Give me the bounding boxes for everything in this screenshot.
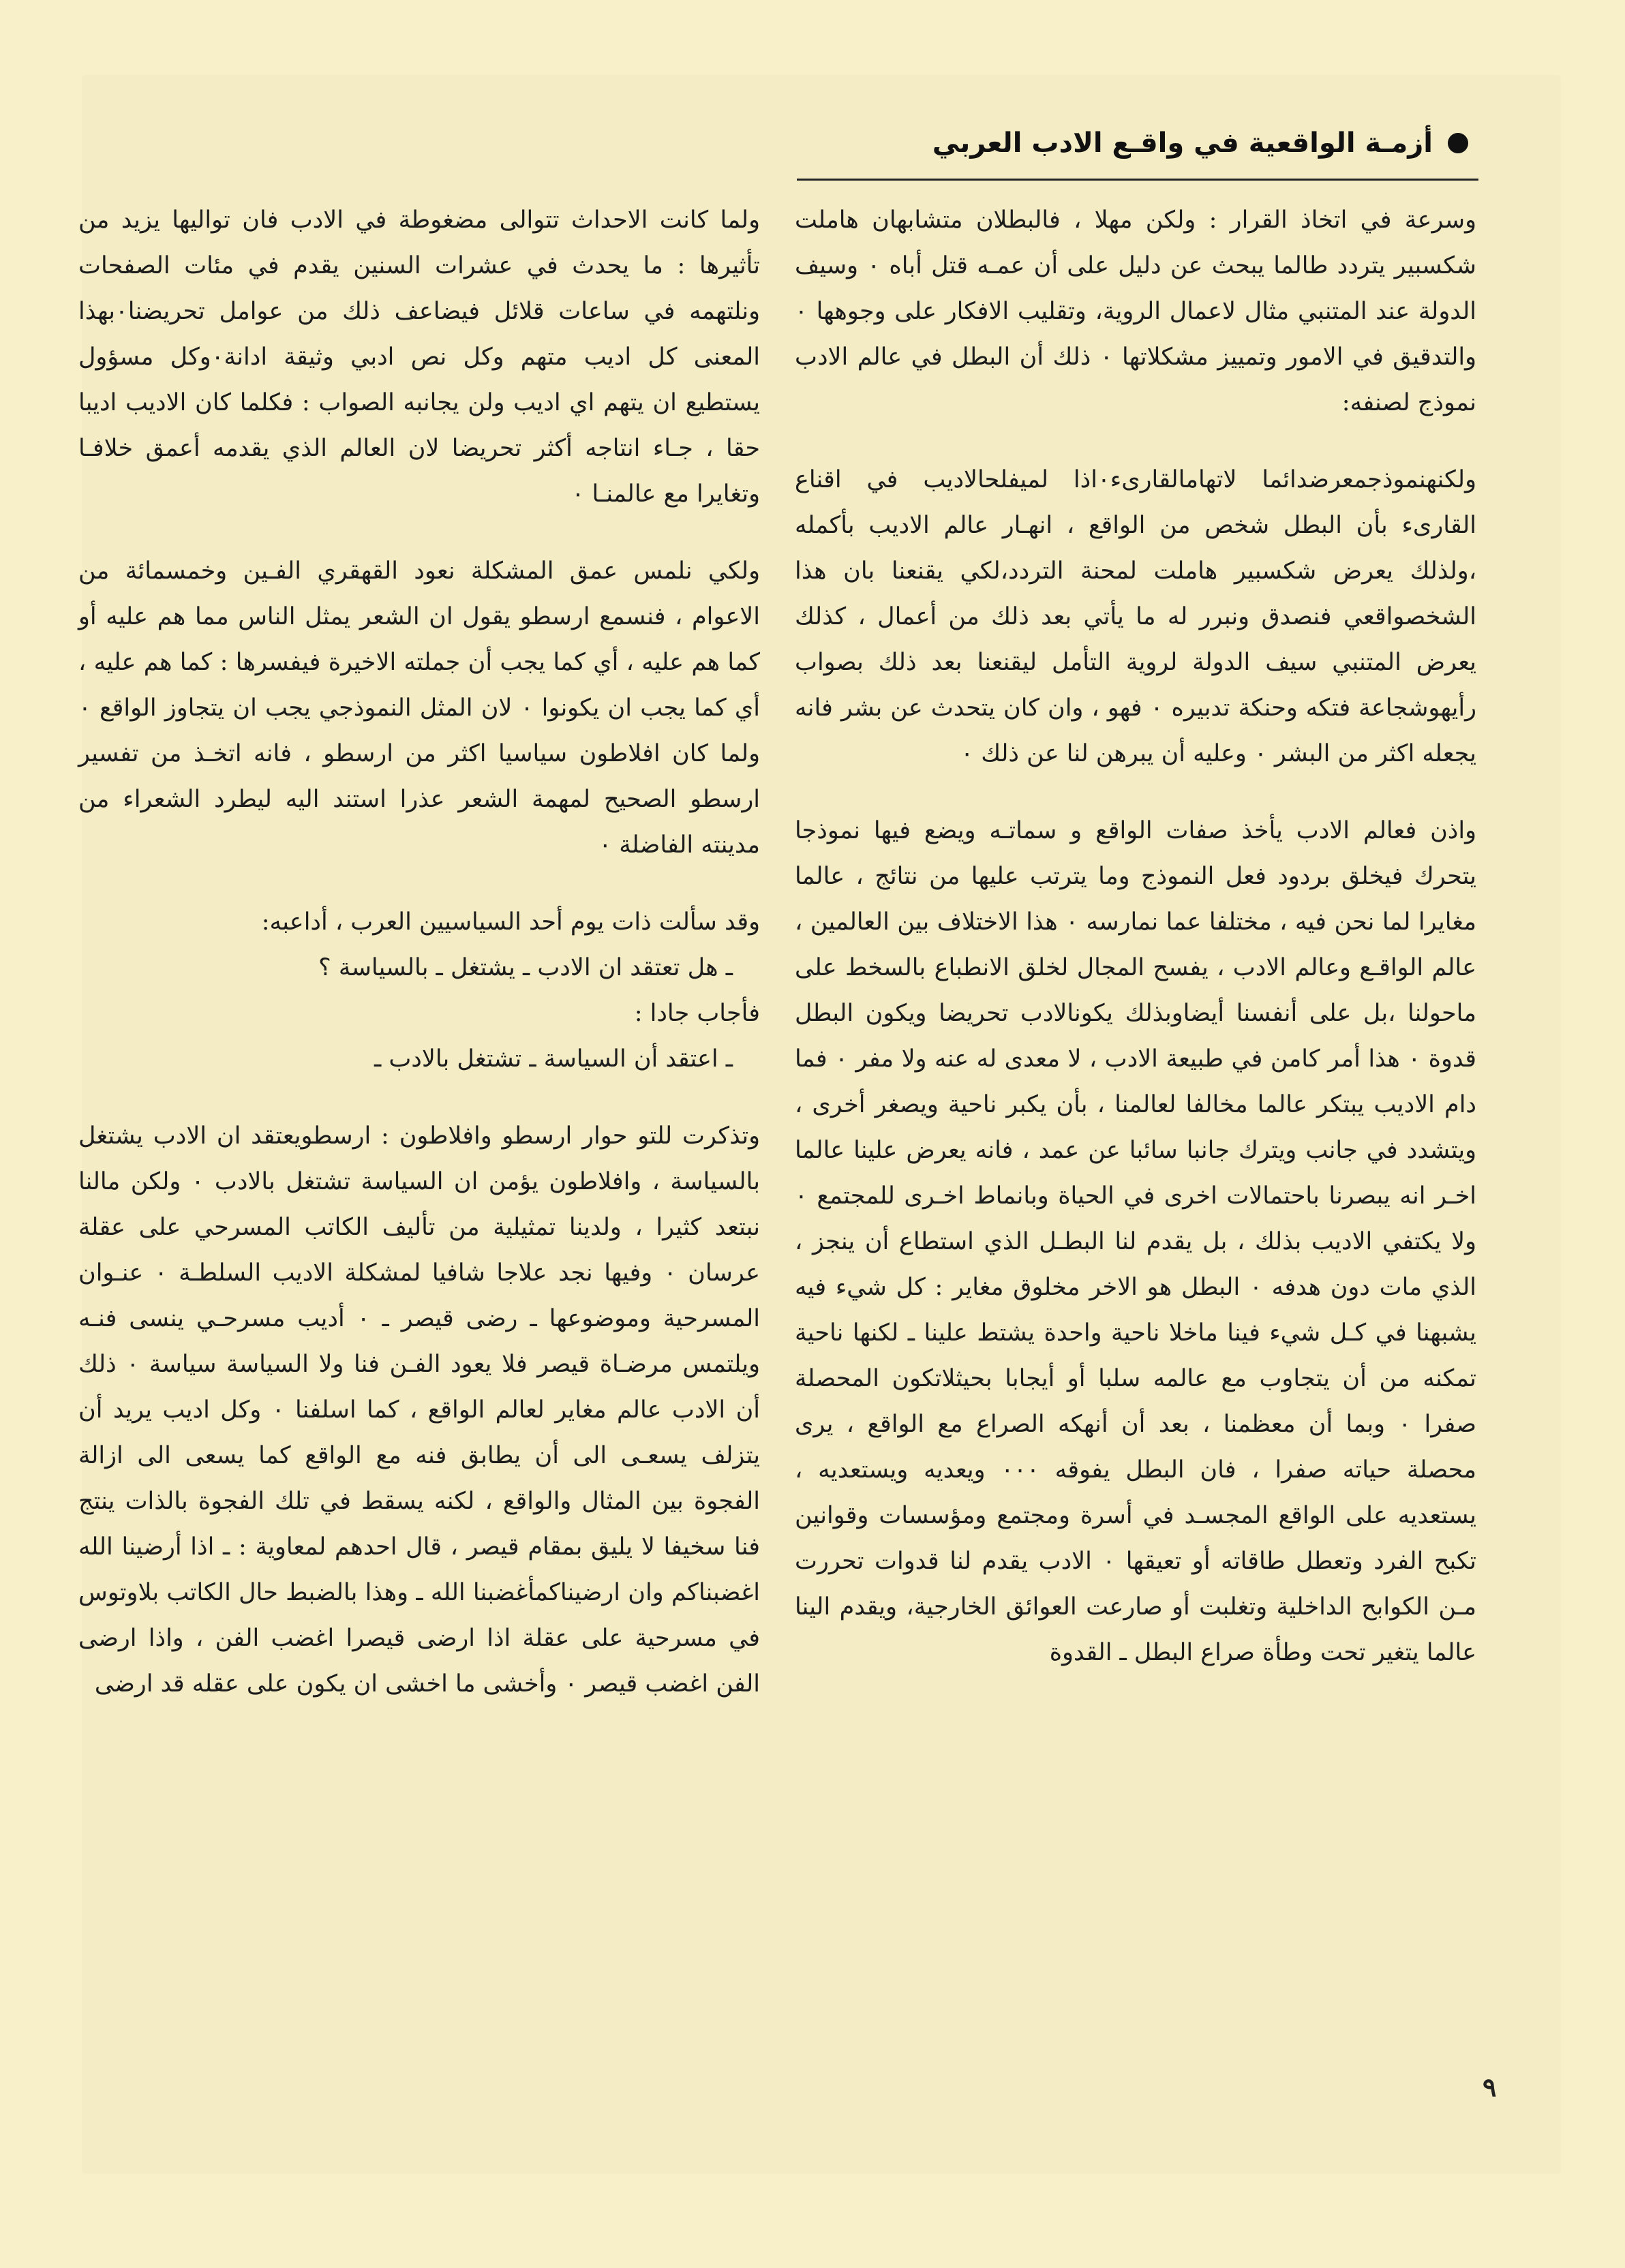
right-paragraph-2: ولكنهنموذجمعرضدائما لاتهامالقارىء٠اذا لميفلحالاديب في اقناع القارىء بأن البطل شخص من الواقع ، انهـار عالم الاديب بأكمله ،ولذلك يعرض شكسبير هاملت لمحنة التردد،لكي يقنعنا بان هذا الشخصواقعي فنصدق ونبرر له ما يأتي بعد ذلك من أعمال ، كذلك يعرض المتنبي سيف الدولة لروية التأمل ليقنعنا بعد ذلك بصواب رأيهوشجاعة فتكه وحنكة تدبيره ٠ فهو ، وان كان يتحدث عن بشر فانه يجعله اكثر من البشر ٠ وعليه أن يبرهن لنا عن ذلك ٠ <box>795 466 1476 767</box>
dialog-answer: ـ اعتقد أن السياسة ـ تشتغل بالادب ـ <box>374 1045 733 1073</box>
right-paragraph-3: واذن فعالم الادب يأخذ صفات الواقع و سماتـه ويضع فيها نموذجا يتحرك فيخلق بردود فعل النموذج وما يترتب عليها من نتائج ، عالما مغايرا لما نحن فيه ، مختلفا عما نمارسه ٠ هذا الاختلاف بين العالمين ، عالم الواقـع وعالم الادب ، يفسح المجال لخلق الانطباع بالسخط على ماحولنا ،بل على أنفسنا أيضاوبذلك يكونالادب تحريضا ويكون البطل قدوة ٠ هذا أمر كامن في طبيعة الادب ، لا معدى له عنه ولا مفر ٠ فما دام الاديب يبتكر عالما مخالفا لعالمنا ، بأن يكبر ناحية ويصغر أخرى ، ويتشدد في جانب ويترك جانبا سائبا عن عمد ، فانه يعرض علينا عالما اخـر انه يبصرنا باحتمالات اخرى في الحياة وبانماط اخـرى للمجتمع ٠ ولا يكتفي الاديب بذلك ، بل يقدم لنا البطـل الذي استطاع أن ينجز ، الذي مات دون هدفه ٠ البطل هو الاخر مخلوق مغاير : كل شيء فيه يشبهنا في كـل شيء فينا ماخلا ناحية واحدة يشتط علينا ـ لكنها ناحية تمكنه من أن يتجاوب مع عالمه سلبا أو أيجابا بحيثلاتكون المحصلة صفرا ٠ وبما أن معظمنا ، بعد أن أنهكه الصراع مع الواقع ، يرى محصلة حياته صفرا ، فان البطل يفوقه ٠٠٠ ويعديه ويستعديه ، يستعديه على الواقع المجسـد في أسرة ومجتمع ومؤسسات وقوانين تكبح الفرد وتعطل طاقاته أو تعيقها ٠ الادب يقدم لنا قدوات تحررت مـن الكوابح الداخلية وتغلبت أو صارعت العوائق الخارجية، ويقدم الينا عالما يتغير تحت وطأة صراع البطل ـ القدوة <box>795 817 1476 1666</box>
page-number: ٩ <box>1483 2072 1497 2102</box>
bullet-icon <box>1448 133 1468 153</box>
header-divider <box>797 179 1478 181</box>
article-title: أزمـة الواقعية في واقـع الادب العربي <box>932 127 1433 159</box>
right-column <box>795 198 1476 2051</box>
left-paragraph-1: ولما كانت الاحداث تتوالى مضغوطة في الادب فان تواليها يزيد من تأثيرها : ما يحدث في عشرات السنين يقدم في مئات الصفحات ونلتهمه في ساعات قلائل فيضاعف ذلك من عوامل تحريضنا٠بهذا المعنى كل اديب متهم وكل نص ادبي وثيقة ادانة٠وكل مسؤول يستطيع ان يتهم اي اديب ولن يجانبه الصواب : فكلما كان الاديب اديبا حقا ، جـاء انتاجه أكثر تحريضا لان العالم الذي يقدمه أعمق خلافـا وتغايرا مع عالمنـا ٠ <box>78 206 760 508</box>
dialog-answer-intro: فأجاب جادا : <box>634 1000 760 1027</box>
left-paragraph-final: وتذكرت للتو حوار ارسطو وافلاطون : ارسطويعتقد ان الادب يشتغل بالسياسة ، وافلاطون يؤمن ان السياسة تشتغل بالادب ٠ ولكن مالنا نبتعد كثيرا ، ولدينا تمثيلية من تأليف الكاتب المسرحي على عقلة عرسان ٠ وفيها نجد علاجا شافيا لمشكلة الاديب السلطـة ٠ عنـوان المسرحية وموضوعها ـ رضى قيصر ـ ٠ أديب مسرحـي ينسى فنـه ويلتمس مرضـاة قيصر فلا يعود الفـن فنا ولا السياسة سياسة ٠ ذلك أن الادب عالم مغاير لعالم الواقع ، كما اسلفنا ٠ وكل اديب يريد أن يتزلف يسعـى الى أن يطابق فنه مع الواقع كما يسعى الى ازالة الفجوة بين المثال والواقع ، لكنه يسقط في تلك الفجوة بالذات ينتج فنا سخيفا لا يليق بمقام قيصر ، قال احدهم لمعاوية : ـ اذا أرضينا الله اغضبناكم وان ارضيناكمأغضبنا الله ـ وهذا بالضبط حال الكاتب بلاوتوس في مسرحية على عقلة اذا ارضى قيصرا اغضب الفن ، واذا ارضى الفن اغضب قيصر ٠ وأخشى ما اخشى ان يكون على عقله قد ارضى <box>78 1122 761 1698</box>
left-paragraph-2: ولكي نلمس عمق المشكلة نعود القهقري الفـين وخمسمائة من الاعوام ، فنسمع ارسطو يقول ان الشعر يمثل الناس مما هم عليه أو كما هم عليه ، أي كما يجب أن جملته الاخيرة فيفسرها : كما هم عليه ، أي كما يجب ان يكونوا ٠ لان المثل النموذجي يجب ان يتجاوز الواقع ٠ ولما كان افلاطون سياسيا اكثر من ارسطو ، فانه اتخـذ من تفسير ارسطو الصحيح لمهمة الشعر عذرا استند اليه ليطرد الشعراء من مدينته الفاضلة ٠ <box>78 557 761 859</box>
left-column <box>78 198 760 2051</box>
right-paragraph-1: وسرعة في اتخاذ القرار : ولكن مهلا ، فالبطلان متشابهان هاملت شكسبير يتردد طالما يبحث عن دليل على أن عمـه قتل أباه ٠ وسيف الدولة عند المتنبي مثال لاعمال الروية، وتقليب الافكار على وجوهها ٠ والتدقيق في الامور وتمييز مشكلاتها ٠ ذلك أن البطل في عالم الادب نموذج لصنفه: <box>795 206 1476 416</box>
dialog-intro: وقد سألت ذات يوم أحد السياسيين العرب ، أداعبه: <box>261 908 760 936</box>
article-header <box>827 119 1468 167</box>
dialog-question: ـ هل تعتقد ان الادب ـ يشتغل ـ بالسياسة ؟ <box>318 954 733 981</box>
